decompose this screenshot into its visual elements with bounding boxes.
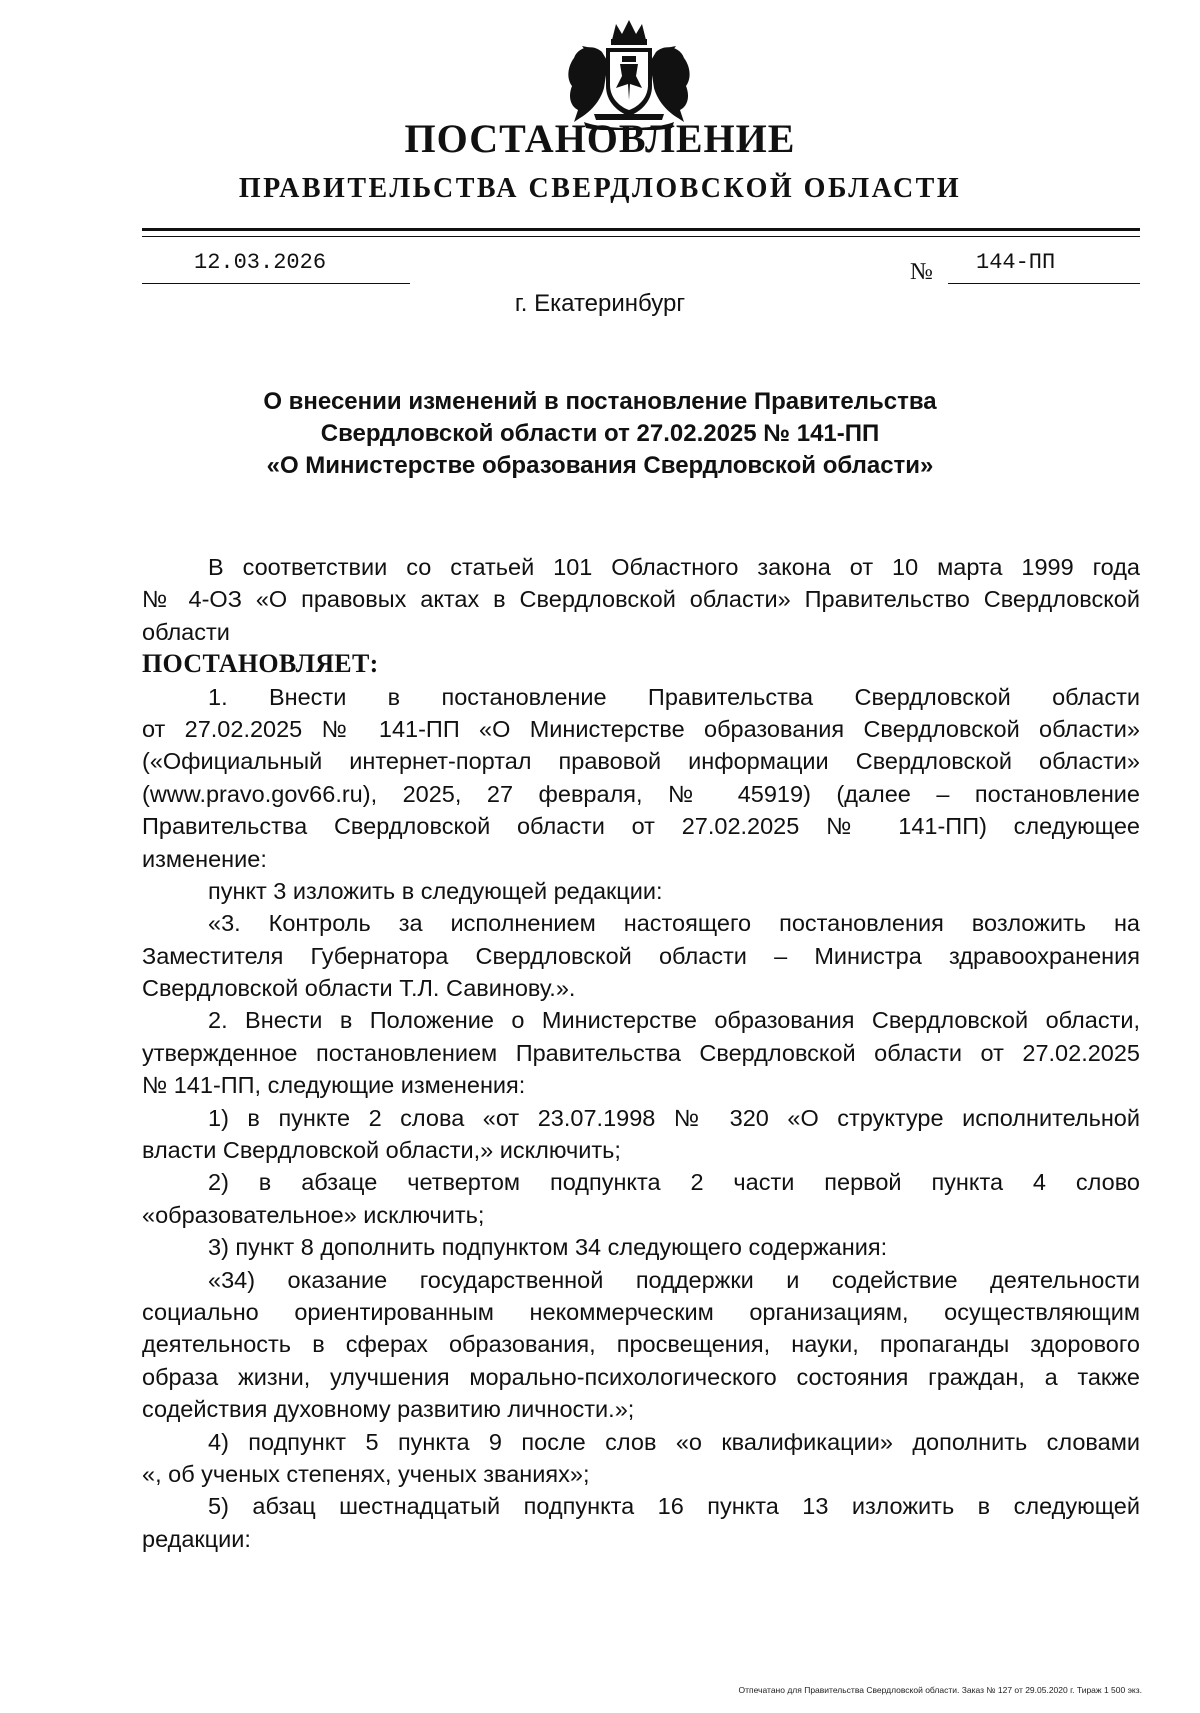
body-line: (www.pravo.gov66.ru), 2025, 27 февраля, № 45919) (далее – постановление xyxy=(142,780,1140,807)
body-line: изменение: xyxy=(142,845,267,872)
body-line: от 27.02.2025 № 141-ПП «О Министерстве образования Свердловской области» xyxy=(142,715,1140,742)
date-underline xyxy=(142,283,410,284)
number-underline xyxy=(948,283,1140,284)
document-title xyxy=(0,386,1200,482)
print-imprint: Отпечатано для Правительства Свердловской области. Заказ № 127 от 29.05.2020 г. Тираж 1 500 экз. xyxy=(738,1685,1142,1695)
header-rule-thick xyxy=(142,228,1140,231)
header-rule-thin xyxy=(142,236,1140,237)
body-line: 1. Внести в постановление Правительства Свердловской области xyxy=(208,683,1140,710)
body-line: Свердловской области Т.Л. Савинову.». xyxy=(142,975,576,1002)
body-line: власти Свердловской области,» исключить; xyxy=(142,1137,621,1164)
document-body xyxy=(142,551,1140,1555)
body-line: деятельность в сферах образования, просвещения, науки, пропаганды здорового xyxy=(142,1331,1140,1358)
body-line: «34) оказание государственной поддержки и содействие деятельности xyxy=(208,1266,1140,1293)
body-line: редакции: xyxy=(142,1525,251,1552)
body-line: «, об ученых степенях, ученых званиях»; xyxy=(142,1460,590,1487)
body-line: социально ориентированным некоммерческим организациям, осуществляющим xyxy=(142,1298,1140,1325)
body-line: образа жизни, улучшения морально-психологического состояния граждан, а также xyxy=(142,1363,1140,1390)
body-line: Заместителя Губернатора Свердловской области – Министра здравоохранения xyxy=(142,942,1140,969)
body-line: Правительства Свердловской области от 27.02.2025 № 141-ПП) следующее xyxy=(142,813,1140,840)
document-number: 144-ПП xyxy=(976,250,1056,275)
body-line: 2. Внести в Положение о Министерстве образования Свердловской области, xyxy=(208,1007,1140,1034)
body-line: 2) в абзаце четвертом подпункта 2 части первой пункта 4 слово xyxy=(208,1169,1140,1196)
body-line: 4) подпункт 5 пункта 9 после слов «о квалификации» дополнить словами xyxy=(208,1428,1140,1455)
body-line: № 4-ОЗ «О правовых актах в Свердловской области» Правительство Свердловской xyxy=(142,586,1140,613)
number-sign: № xyxy=(910,259,933,285)
body-line: В соответствии со статьей 101 Областного закона от 10 марта 1999 года xyxy=(208,554,1140,580)
body-line: № 141-ПП, следующие изменения: xyxy=(142,1072,526,1099)
title-line: «О Министерстве образования Свердловской области» xyxy=(266,452,934,479)
body-line: утвержденное постановлением Правительства Свердловской области от 27.02.2025 xyxy=(142,1039,1140,1066)
body-line: 1) в пункте 2 слова «от 23.07.1998 № 320 «О структуре исполнительной xyxy=(208,1104,1140,1131)
resolves-heading: ПОСТАНОВЛЯЕТ: xyxy=(142,649,379,679)
body-line: содействия духовному развитию личности.»; xyxy=(142,1396,635,1423)
document-type-heading: ПОСТАНОВЛЕНИЕ xyxy=(404,116,796,161)
issuer-heading: ПРАВИТЕЛЬСТВА СВЕРДЛОВСКОЙ ОБЛАСТИ xyxy=(238,173,962,204)
issue-city: г. Екатеринбург xyxy=(514,290,686,317)
title-line: О внесении изменений в постановление Правительства xyxy=(263,388,937,415)
document-date: 12.03.2026 xyxy=(194,250,327,275)
body-line: «3. Контроль за исполнением настоящего постановления возложить на xyxy=(208,910,1140,937)
title-line: Свердловской области от 27.02.2025 № 141-ПП xyxy=(320,420,880,447)
body-line: 5) абзац шестнадцатый подпункта 16 пункта 13 изложить в следующей xyxy=(208,1493,1140,1520)
body-line: пункт 3 изложить в следующей редакции: xyxy=(208,877,663,904)
body-line: 3) пункт 8 дополнить подпунктом 34 следующего содержания: xyxy=(208,1234,888,1261)
body-line: области xyxy=(142,618,230,645)
body-line: («Официальный интернет-портал правовой информации Свердловской области» xyxy=(142,748,1140,775)
body-line: «образовательное» исключить; xyxy=(142,1201,485,1228)
coat-of-arms-emblem-icon xyxy=(564,18,694,130)
